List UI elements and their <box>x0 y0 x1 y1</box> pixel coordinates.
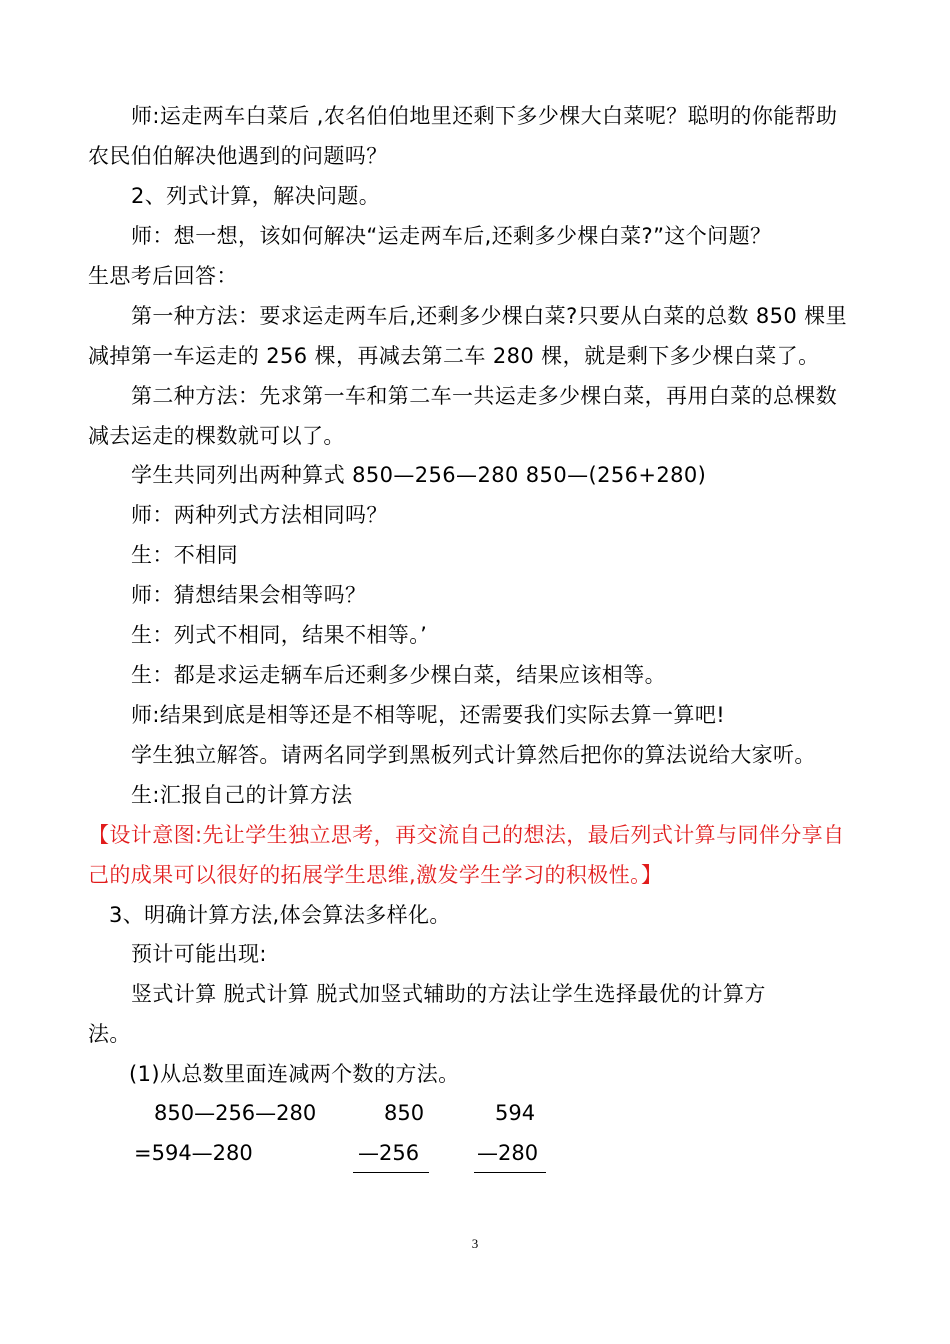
paragraph-line: 竖式计算 脱式计算 脱式加竖式辅助的方法让学生选择最优的计算方 <box>131 982 766 1006</box>
vertical-calc-top-1: 850 <box>384 1101 425 1125</box>
paragraph-line: (1)从总数里面连减两个数的方法。 <box>129 1062 460 1086</box>
paragraph-line: 第一种方法：要求运走两车后,还剩多少棵白菜?只要从白菜的总数 850 棵里 <box>131 304 848 328</box>
paragraph-line: 师：想一想，该如何解决“运走两车后,还剩多少棵白菜?”这个问题？ <box>131 224 772 248</box>
dialogue-line: 师:结果到底是相等还是不相等呢，还需要我们实际去算一算吧! <box>131 703 726 727</box>
dialogue-line: 师：猜想结果会相等吗？ <box>131 583 367 607</box>
paragraph-line: 师:运走两车白菜后 ,农名伯伯地里还剩下多少棵大白菜呢？聪明的你能帮助 <box>131 104 838 128</box>
dialogue-line: 生：列式不相同，结果不相等。’ <box>131 623 428 647</box>
paragraph-line: 学生共同列出两种算式 850—256—280 850—(256+280) <box>131 463 707 487</box>
vertical-calc-rule-2 <box>474 1172 546 1173</box>
design-intent-note: 己的成果可以很好的拓展学生思维,激发学生学习的积极性。】 <box>88 863 663 887</box>
paragraph-line: 学生独立解答。请两名同学到黑板列式计算然后把你的算法说给大家听。 <box>131 743 816 767</box>
paragraph-line: 减去运走的棵数就可以了。 <box>88 424 345 448</box>
section-heading: 2、列式计算，解决问题。 <box>131 184 381 208</box>
paragraph-line: 生思考后回答： <box>88 264 238 288</box>
vertical-calc-bottom-1: —256 <box>358 1141 420 1165</box>
vertical-calc-rule-1 <box>353 1172 429 1173</box>
paragraph-line: 法。 <box>88 1022 131 1046</box>
dialogue-line: 生：不相同 <box>131 543 238 567</box>
paragraph-line: 生:汇报自己的计算方法 <box>131 783 353 807</box>
vertical-calc-bottom-2: —280 <box>477 1141 539 1165</box>
paragraph-line: 预计可能出现: <box>131 942 267 966</box>
dialogue-line: 生：都是求运走辆车后还剩多少棵白菜，结果应该相等。 <box>131 663 666 687</box>
page-number: 3 <box>471 1236 479 1251</box>
paragraph-line: 减掉第一车运走的 256 棵，再减去第二车 280 棵，就是剩下多少棵白菜了。 <box>88 344 820 368</box>
design-intent-note: 【设计意图:先让学生独立思考，再交流自己的想法，最后列式计算与同伴分享自 <box>88 823 845 847</box>
calc-expression: 850—256—280 <box>154 1101 317 1125</box>
calc-step: =594—280 <box>134 1141 253 1165</box>
paragraph-line: 农民伯伯解决他遇到的问题吗？ <box>88 144 388 168</box>
section-heading: 3、明确计算方法,体会算法多样化。 <box>109 903 451 927</box>
paragraph-line: 第二种方法：先求第一车和第二车一共运走多少棵白菜，再用白菜的总棵数 <box>131 384 838 408</box>
dialogue-line: 师：两种列式方法相同吗？ <box>131 503 388 527</box>
vertical-calc-top-2: 594 <box>495 1101 536 1125</box>
